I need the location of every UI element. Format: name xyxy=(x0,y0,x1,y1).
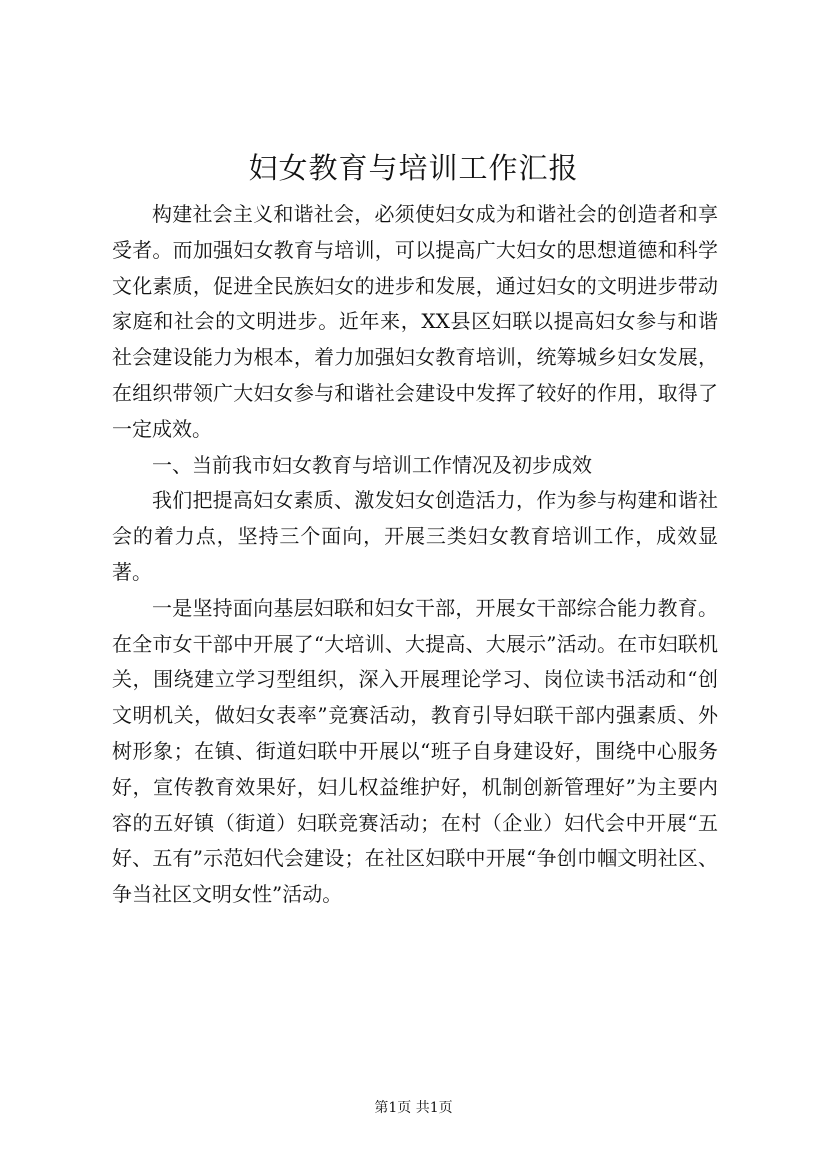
intro-paragraph: 构建社会主义和谐社会，必须使妇女成为和谐社会的创造者和享受者。而加强妇女教育与培训，可以提高广大妇女的思想道德和科学文化素质，促进全民族妇女的进步和发展，通过妇女的文明进步带动家庭和社会的文明进步。近年来，XX县区妇联以提高妇女参与和谐社会建设能力为根本，着力加强妇女教育培训，统筹城乡妇女发展，在组织带领广大妇女参与和谐社会建设中发挥了较好的作用，取得了一定成效。 xyxy=(112,202,718,441)
document-body xyxy=(112,197,718,913)
detail-paragraph: 一是坚持面向基层妇联和妇女干部，开展女干部综合能力教育。在全市女干部中开展了“大培训、大提高、大展示”活动。在市妇联机关，围绕建立学习型组织，深入开展理论学习、岗位读书活动和“创文明机关，做妇女表率”竞赛活动，教育引导妇联干部内强素质、外树形象；在镇、街道妇联中开展以“班子自身建设好，围绕中心服务好，宣传教育效果好，妇儿权益维护好，机制创新管理好”为主要内容的五好镇（街道）妇联竞赛活动；在村（企业）妇代会中开展“五好、五有”示范妇代会建设；在社区妇联中开展“争创巾帼文明社区、争当社区文明女性”活动。 xyxy=(112,595,718,907)
section-heading: 一、当前我市妇女教育与培训工作情况及初步成效 xyxy=(152,452,592,477)
document-title: 妇女教育与培训工作汇报 xyxy=(248,151,579,185)
page-footer: 第1页 共1页 xyxy=(374,1100,453,1116)
summary-paragraph: 我们把提高妇女素质、激发妇女创造活力，作为参与构建和谐社会的着力点，坚持三个面向，开展三类妇女教育培训工作，成效显著。 xyxy=(112,488,718,584)
